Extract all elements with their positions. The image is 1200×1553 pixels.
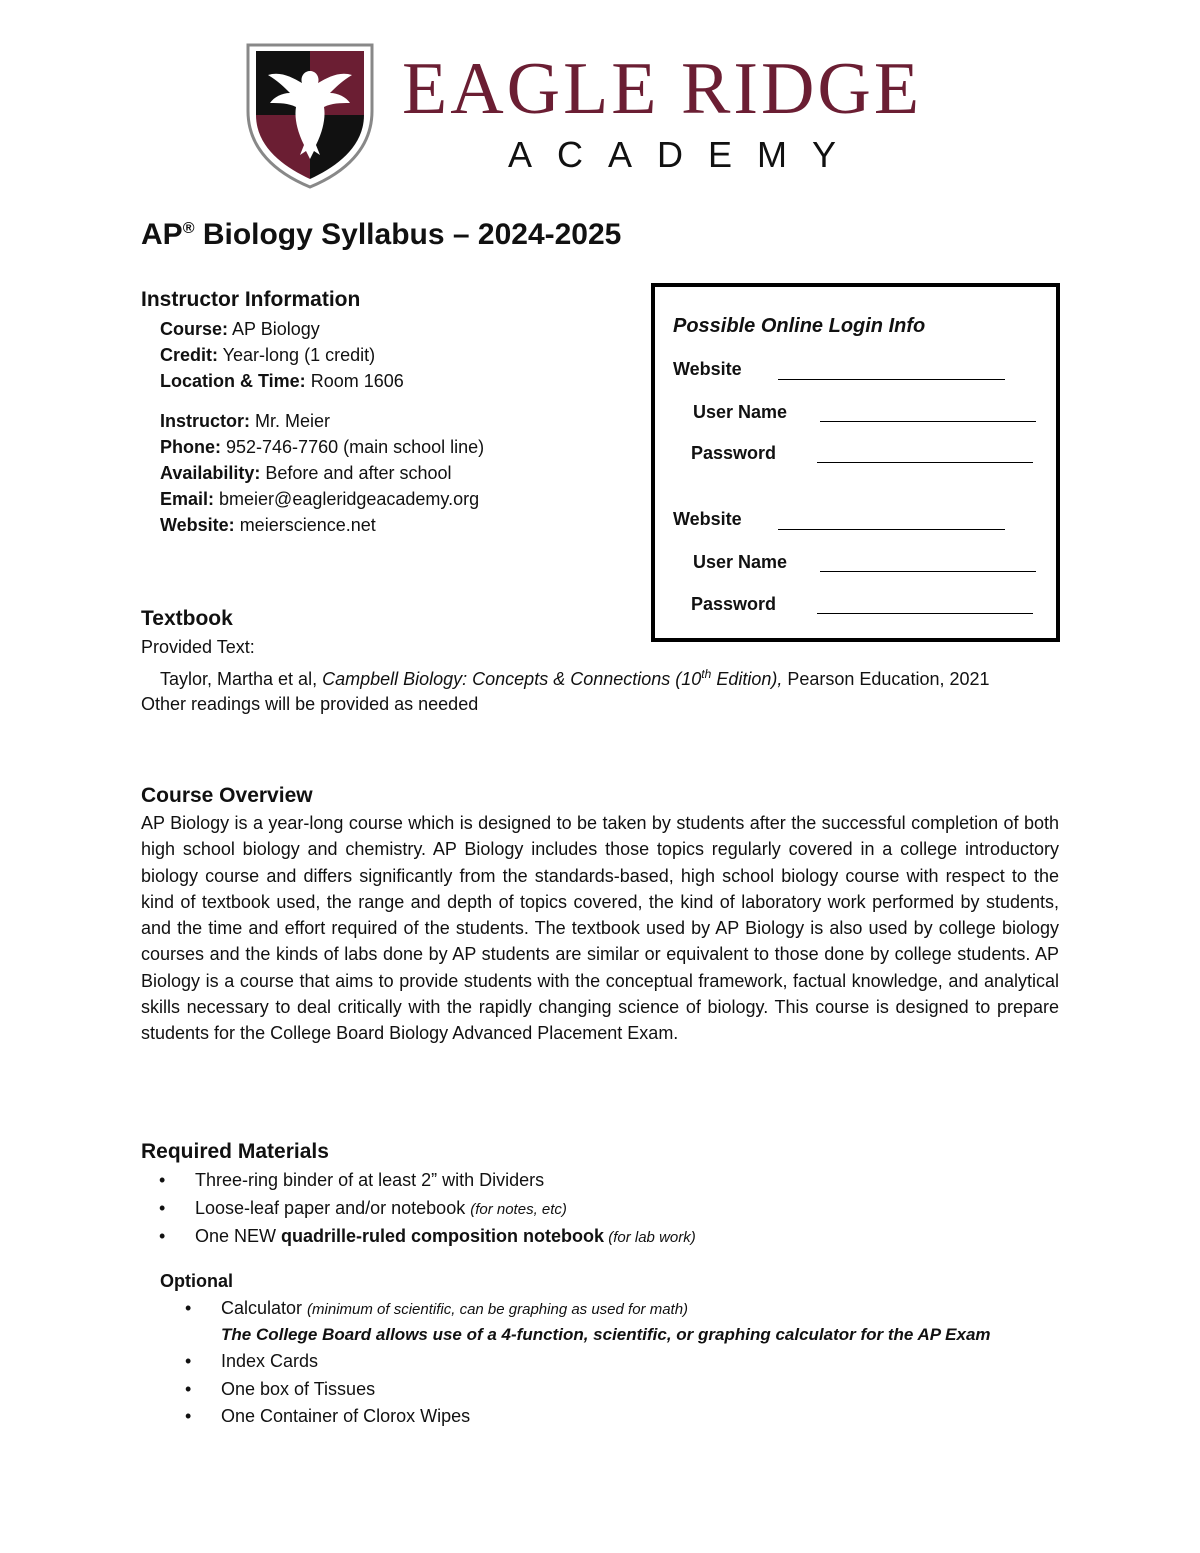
password-blank-2[interactable] [817, 613, 1033, 614]
list-item: • One Container of Clorox Wipes [185, 1406, 471, 1426]
list-item: • Loose-leaf paper and/or notebook (for notes, etc) [159, 1197, 567, 1218]
website-label-1: Website [673, 359, 742, 379]
list-item: • Calculator (minimum of scientific, can be graphing as used for math) [185, 1298, 689, 1318]
website-label-2: Website [673, 509, 742, 529]
list-item-sub: The College Board allows use of a 4-function, scientific, or graphing calculator for the AP Exam [221, 1325, 991, 1344]
username-blank-1[interactable] [820, 421, 1036, 422]
textbook-provided: Provided Text: [141, 637, 255, 657]
instructor-line: Instructor: Mr. Meier [160, 411, 331, 431]
username-label-2: User Name [693, 552, 788, 572]
textbook-citation: Taylor, Martha et al, Campbell Biology: Concepts & Connections (10th Edition), Pearson Education, 2021 [160, 667, 990, 689]
textbook-heading: Textbook [141, 607, 233, 630]
list-item: • One NEW quadrille-ruled composition notebook (for lab work) [159, 1226, 696, 1246]
optional-materials-list [185, 1296, 991, 1431]
username-label-1: User Name [693, 402, 788, 422]
login-box-title: Possible Online Login Info [673, 315, 926, 337]
password-label-1: Password [691, 443, 777, 463]
required-materials-heading: Required Materials [141, 1140, 329, 1163]
username-blank-2[interactable] [820, 571, 1036, 572]
school-name-line1: EAGLE RIDGE [402, 48, 923, 130]
password-blank-1[interactable] [817, 462, 1033, 463]
email-link[interactable]: bmeier@eagleridgeacademy.org [214, 489, 480, 509]
credit-line: Credit: Year-long (1 credit) [160, 345, 376, 365]
availability-line: Availability: Before and after school [160, 463, 452, 483]
list-item: • Three-ring binder of at least 2” with Dividers [159, 1170, 545, 1190]
course-overview-paragraph: AP Biology is a year-long course which is designed to be taken by students after the successful completion of both high school biology and chemistry. AP Biology includes those topics regularly covered in a college introductory biology course and differs significantly from the standards-based, high school biology course with respect to the kind of textbook used, the range and depth of topics covered, the kind of laboratory work performed by students, and the time and effort required of the students. The textbook used by AP Biology is also used by college biology courses and the kinds of labs done by AP students are similar or equivalent to those done by college students. AP Biology is a course that aims to provide students with the conceptual framework, factual knowledge, and analytical skills necessary to deal critically with the rapidly changing science of biology. This course is designed to prepare students for the College Board Biology Advanced Placement Exam. [141, 813, 1059, 1044]
course-line: Course: AP Biology [160, 319, 320, 339]
website-blank-1[interactable] [778, 379, 1005, 380]
email-line: Email: bmeier@eagleridgeacademy.org [160, 489, 480, 509]
school-name-line2: ACADEMY [508, 134, 862, 175]
website-blank-2[interactable] [778, 529, 1005, 530]
list-item: • Index Cards [185, 1351, 319, 1371]
website-link[interactable]: meierscience.net [234, 515, 376, 535]
instructor-details [160, 316, 484, 538]
login-info-box [651, 283, 1060, 642]
shield-icon [244, 41, 376, 189]
textbook-other: Other readings will be provided as needed [141, 694, 479, 714]
page-title: AP® Biology Syllabus – 2024-2025 [141, 218, 622, 251]
password-label-2: Password [691, 594, 777, 614]
course-overview-heading: Course Overview [141, 784, 313, 807]
website-line: Website: meierscience.net [160, 515, 376, 535]
location-line: Location & Time: Room 1606 [160, 371, 404, 391]
phone-line: Phone: 952-746-7760 (main school line) [160, 437, 485, 457]
instructor-info-heading: Instructor Information [141, 288, 361, 311]
list-item: • One box of Tissues [185, 1378, 376, 1399]
optional-heading: Optional [160, 1271, 233, 1291]
eagle-ridge-crest-logo [244, 41, 376, 189]
required-materials-list [159, 1167, 696, 1252]
